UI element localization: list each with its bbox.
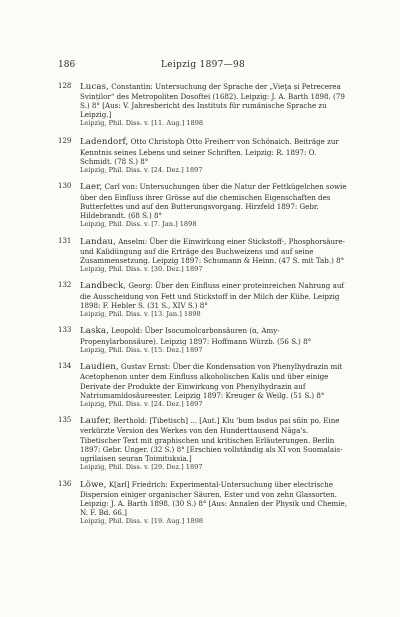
entry-author: Löwe,: [80, 479, 107, 490]
entry-text: Georg: Über den Einfluss einer proteinreichen Nahrung auf die Ausscheidung von Fett und Stickstoff in der Milch der Kühe. Leipzig 1898: F. Hebler S. (31 S., XIV S.) 8°: [80, 281, 345, 310]
list-item: [58, 281, 350, 318]
entry-thesis-line: Leipzig, Phil. Diss. v. [24. Dez.] 1897: [80, 165, 203, 174]
page-header: [58, 60, 348, 72]
list-item: [58, 416, 350, 472]
entry-text: Otto Christoph Otto Freiherr von Schönaich. Beiträge zur Kenntnis seines Lebens und seiner Schriften. Leipzig: R. 1897: O. Schmidt. (78 S.) 8°: [80, 137, 339, 166]
entry-author: Laufer,: [80, 416, 112, 427]
entry-author: Laer,: [80, 182, 103, 193]
entry-author: Landbeck,: [80, 281, 127, 292]
entry-number: 133: [58, 326, 72, 335]
entry-list: [58, 82, 350, 534]
entry-number: 135: [58, 416, 72, 425]
entry-text: Constantin: Untersuchung der Sprache der „Vieţa și Petrecerea Svinților“ des Metropoliten Dosoftei (1682). Leipzig: J. A. Barth 1898. (79 S.) 8° [Aus: V. Jahresbericht des Instituts für rumänische Sprache zu Leipzig.]: [80, 82, 345, 120]
page-number: 186: [58, 60, 76, 70]
entry-thesis-line: Leipzig, Phil. Diss. v. [11. Aug.] 1898: [80, 119, 204, 128]
entry-thesis-line: Leipzig, Phil. Diss. v. [15. Dez.] 1897: [80, 345, 203, 354]
entry-author: Landau,: [80, 236, 116, 247]
running-title: Leipzig 1897—98: [160, 60, 246, 70]
entry-author: Laudien,: [80, 362, 119, 373]
entry-number: 136: [58, 479, 72, 488]
entry-author: Ladendorf,: [80, 137, 129, 148]
entry-thesis-line: Leipzig, Phil. Diss. v. [7. Jan.] 1898: [80, 219, 197, 228]
entry-number: 130: [58, 182, 72, 191]
entry-text: Gustav Ernst: Über die Kondensation von Phenylhydrazin mit Acetophenon unter dem Einfluss alkoholischen Kalis und über einige Derivate der Produkte der Einwirkung von Phenylhydrazin auf Natriumamidosäureester. Leipzig 1897: Kreuger & Weilg. (51 S.) 8°: [80, 362, 343, 400]
entry-thesis-line: Leipzig, Phil. Diss. v. [30. Dez.] 1897: [80, 264, 203, 273]
entry-text: Leopold: Über Isocumolcarbonsäuren (α, Amy-Propenylarbonsäure). Leipzig 1897: Hoffmann Würzb. (56 S.) 8°: [80, 326, 312, 346]
entry-number: 131: [58, 236, 72, 245]
entry-number: 132: [58, 281, 72, 290]
list-item: [58, 82, 350, 128]
list-item: [58, 137, 350, 174]
entry-thesis-line: Leipzig, Phil. Diss. v. [13. Jan.] 1898: [80, 309, 201, 318]
entry-text: Berthold: [Tibetisch] ... [Aut.] Klu 'bum bsdus pai sñin po. Eine verkürzte Version des Werkes von den Hunderttausend Nāga's. Tibetischer Text mit graphischen und kritischen Erläuterungen. Berlin 1897: Gebr. Unger. (32 S.) 8° [Erschien vollständig als XI von Suomalais-ugrilaisen seuran Toimituksia.]: [80, 416, 343, 463]
entry-thesis-line: Leipzig, Phil. Diss. v. [24. Dez.] 1897: [80, 399, 203, 408]
entry-author: Laska,: [80, 326, 109, 337]
entry-number: 128: [58, 82, 72, 90]
entry-text: K[arl] Friedrich: Experimental-Untersuchung über electrische Dispersion einiger organischer Säuren, Ester und von zehn Glassorten. Leipzig: J. A. Barth 1898. (30 S.) 8° [Aus: Annalen der Physik und Chemie, N. F. Bd. 66.]: [80, 479, 347, 517]
entry-thesis-line: Leipzig, Phil. Diss. v. [29. Dez.] 1897: [80, 462, 203, 471]
list-item: [58, 362, 350, 408]
list-item: [58, 237, 350, 274]
list-item: [58, 480, 350, 526]
entry-author: Lucas,: [80, 82, 109, 92]
list-item: [58, 326, 350, 354]
entry-text: Anselm: Über die Einwirkung einer Stickstoff-, Phosphorsäure- und Kalidüngung auf die Erträge des Buchweizens und auf seine Zusammensetzung. Leipzig 1897: Schumann & Heinn. (47 S. mit Tab.) 8°: [80, 236, 346, 265]
entry-number: 134: [58, 362, 72, 371]
entry-thesis-line: Leipzig, Phil. Diss. v. [19. Aug.] 1898: [80, 516, 204, 525]
list-item: [58, 182, 350, 228]
entry-number: 129: [58, 137, 72, 146]
entry-text: Carl von: Untersuchungen über die Natur der Fettkügelchen sowie über den Einfluss ihrer Grösse auf die chemischen Eigenschaften des Butterfettes und auf den Butterungsvorgang. Hirzfeld 1897: Gebr. Hildebrandt. (68 S.) 8°: [80, 182, 347, 220]
